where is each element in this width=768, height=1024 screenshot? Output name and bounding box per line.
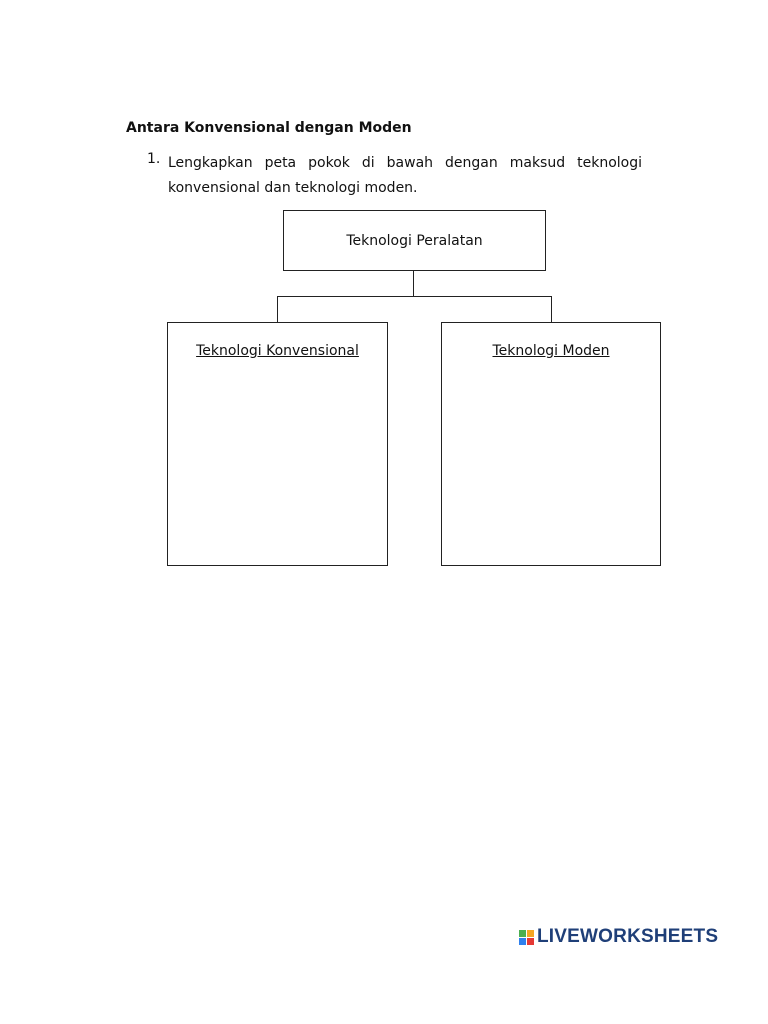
worksheet-title: Antara Konvensional dengan Moden — [126, 120, 412, 136]
connector-line — [277, 296, 278, 322]
tree-root-label: Teknologi Peralatan — [346, 232, 483, 249]
question-number: 1. — [147, 151, 161, 167]
answer-box-konvensional[interactable] — [167, 322, 388, 566]
logo-cube-icon — [519, 930, 534, 945]
tree-root-box — [283, 210, 546, 271]
answer-box-moden[interactable] — [441, 322, 661, 566]
branch-label-moden: Teknologi Moden — [492, 343, 610, 359]
question-text: Lengkapkan peta pokok di bawah dengan maksud teknologi konvensional dan teknologi moden. — [168, 155, 642, 196]
branch-label-konvensional: Teknologi Konvensional — [196, 343, 359, 359]
connector-line — [413, 270, 414, 297]
logo-text: LIVEWORKSHEETS — [537, 926, 719, 947]
liveworksheets-logo — [519, 926, 718, 948]
connector-line — [277, 296, 552, 297]
connector-line — [551, 296, 552, 322]
